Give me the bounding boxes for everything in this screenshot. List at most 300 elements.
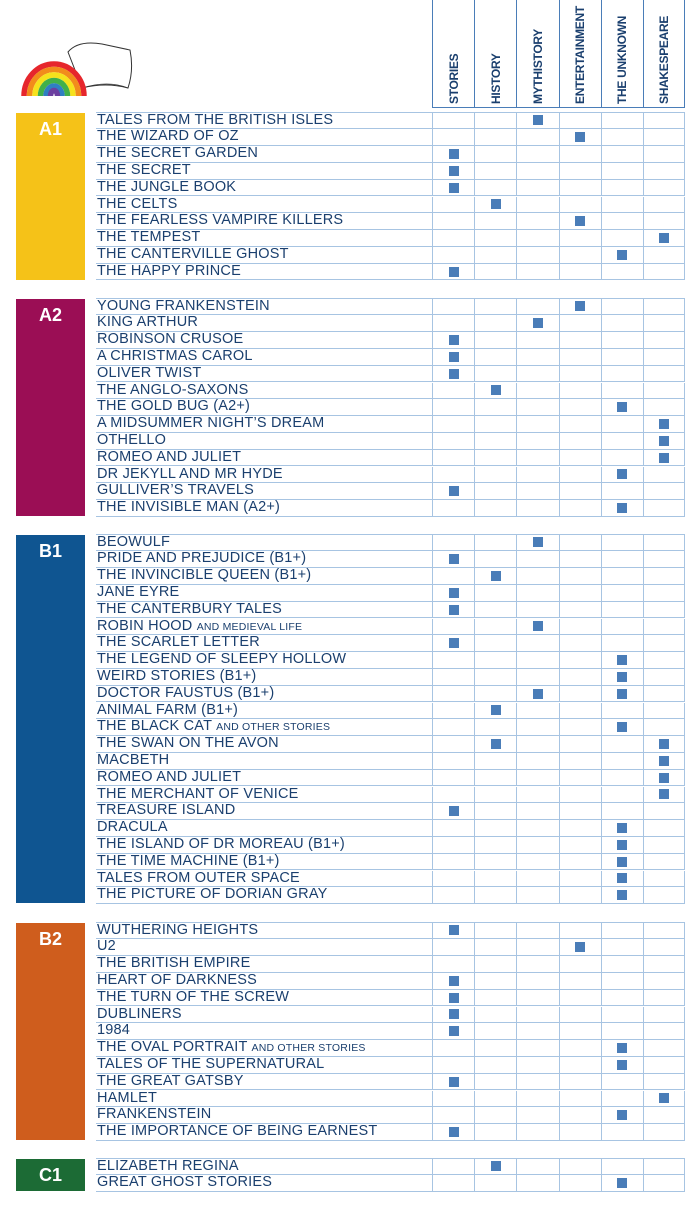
category-cell xyxy=(643,129,685,145)
category-mark xyxy=(533,115,543,125)
level-label: B2 xyxy=(38,928,62,949)
category-cell xyxy=(516,1057,558,1073)
category-cell xyxy=(516,803,558,819)
category-cell xyxy=(432,669,474,685)
book-row xyxy=(96,585,685,602)
category-cell xyxy=(601,129,643,145)
book-title-text: TREASURE ISLAND xyxy=(97,802,236,819)
category-cell xyxy=(516,450,558,466)
category-cell xyxy=(601,180,643,196)
category-cell xyxy=(559,383,601,399)
book-title xyxy=(97,534,170,551)
category-cell xyxy=(601,146,643,162)
category-cell xyxy=(474,939,516,955)
category-cell xyxy=(516,973,558,989)
category-cell xyxy=(601,923,643,939)
category-mark xyxy=(449,166,459,176)
book-title-text: THE GOLD BUG (A2+) xyxy=(97,398,251,415)
category-cell xyxy=(516,433,558,449)
book-row xyxy=(96,163,685,180)
category-cell xyxy=(474,1023,516,1039)
category-cell xyxy=(516,1074,558,1090)
category-cell xyxy=(432,146,474,162)
category-cell xyxy=(474,433,516,449)
category-mark xyxy=(449,1127,459,1137)
category-cell xyxy=(432,483,474,499)
category-cell xyxy=(432,585,474,601)
book-title-text: PRIDE AND PREJUDICE (B1+) xyxy=(97,550,307,567)
book-title xyxy=(97,331,243,348)
category-cell xyxy=(601,467,643,483)
category-cell xyxy=(474,180,516,196)
category-cell xyxy=(643,923,685,939)
column-header-label: ENTERTAINMENT xyxy=(573,6,588,104)
book-title xyxy=(97,922,258,939)
book-row xyxy=(96,500,685,517)
category-cell xyxy=(601,871,643,887)
category-cell xyxy=(559,349,601,365)
category-cell xyxy=(516,753,558,769)
category-cell xyxy=(432,837,474,853)
category-cell xyxy=(559,652,601,668)
category-cell xyxy=(432,1074,474,1090)
category-cell xyxy=(559,264,601,280)
category-cell xyxy=(474,1007,516,1023)
book-title xyxy=(97,989,289,1006)
book-title xyxy=(97,718,330,736)
category-cell xyxy=(559,500,601,516)
book-title xyxy=(97,432,166,449)
category-cell xyxy=(432,315,474,331)
category-cell xyxy=(516,1159,558,1175)
book-row xyxy=(96,635,685,652)
category-mark xyxy=(449,638,459,648)
category-cell xyxy=(474,129,516,145)
category-cell xyxy=(474,1057,516,1073)
book-title-text: ELIZABETH REGINA xyxy=(97,1157,239,1174)
category-cell xyxy=(516,923,558,939)
book-title xyxy=(97,634,260,651)
book-title-text: THE INVISIBLE MAN (A2+) xyxy=(97,499,281,516)
category-cell xyxy=(643,163,685,179)
category-cell xyxy=(643,568,685,584)
book-title xyxy=(97,550,306,567)
category-cell xyxy=(516,416,558,432)
category-cell xyxy=(601,113,643,129)
category-cell xyxy=(559,787,601,803)
category-cell xyxy=(474,887,516,903)
category-cell xyxy=(516,315,558,331)
category-cell xyxy=(516,146,558,162)
category-cell xyxy=(516,619,558,635)
category-mark xyxy=(617,1043,627,1053)
category-cell xyxy=(643,686,685,702)
book-title xyxy=(97,668,256,685)
book-title-text: BEOWULF xyxy=(97,533,171,550)
category-cell xyxy=(643,956,685,972)
category-cell xyxy=(516,736,558,752)
book-title-text: WUTHERING HEIGHTS xyxy=(97,921,259,938)
category-cell xyxy=(516,500,558,516)
book-title xyxy=(97,246,289,263)
category-mark xyxy=(575,942,585,952)
category-mark xyxy=(533,689,543,699)
column-header-the-unknown xyxy=(601,0,643,108)
book-title xyxy=(97,229,200,246)
book-title xyxy=(97,1056,324,1073)
category-cell xyxy=(643,871,685,887)
category-cell xyxy=(601,990,643,1006)
category-cell xyxy=(559,939,601,955)
category-cell xyxy=(474,230,516,246)
book-title xyxy=(97,1006,182,1023)
category-cell xyxy=(474,787,516,803)
book-title-text: THE PICTURE OF DORIAN GRAY xyxy=(97,886,328,903)
category-cell xyxy=(643,1074,685,1090)
category-cell xyxy=(432,803,474,819)
category-cell xyxy=(601,1040,643,1056)
category-cell xyxy=(601,213,643,229)
category-mark xyxy=(449,335,459,345)
category-cell xyxy=(474,299,516,315)
category-cell xyxy=(559,197,601,213)
category-mark xyxy=(617,469,627,479)
category-cell xyxy=(559,585,601,601)
book-row xyxy=(96,719,685,736)
category-cell xyxy=(474,113,516,129)
book-subtitle: AND OTHER STORIES xyxy=(251,1042,366,1055)
column-header-stories xyxy=(432,0,474,108)
category-cell xyxy=(474,551,516,567)
book-row xyxy=(96,922,685,940)
book-row xyxy=(96,534,685,552)
book-title-text: TALES OF THE SUPERNATURAL xyxy=(97,1055,325,1072)
book-row xyxy=(96,467,685,484)
category-cell xyxy=(474,264,516,280)
category-cell xyxy=(643,247,685,263)
book-row xyxy=(96,129,685,146)
category-cell xyxy=(559,923,601,939)
book-title-text: THE CANTERVILLE GHOST xyxy=(97,245,289,262)
book-title-text: TALES FROM THE BRITISH ISLES xyxy=(97,111,334,128)
category-cell xyxy=(601,1124,643,1140)
book-row xyxy=(96,837,685,854)
book-title xyxy=(97,162,191,179)
category-cell xyxy=(643,770,685,786)
category-cell xyxy=(432,939,474,955)
category-cell xyxy=(559,1057,601,1073)
column-header-mythistory xyxy=(516,0,558,108)
category-cell xyxy=(643,719,685,735)
category-mark xyxy=(449,605,459,615)
category-mark xyxy=(617,823,627,833)
level-label: A2 xyxy=(38,304,62,325)
category-mark xyxy=(449,183,459,193)
category-cell xyxy=(559,973,601,989)
category-cell xyxy=(601,1023,643,1039)
category-cell xyxy=(601,551,643,567)
category-cell xyxy=(432,770,474,786)
book-row xyxy=(96,770,685,787)
category-cell xyxy=(516,1091,558,1107)
category-cell xyxy=(643,1175,685,1191)
category-cell xyxy=(643,399,685,415)
book-title-text: THE TIME MACHINE (B1+) xyxy=(97,852,280,869)
book-title xyxy=(97,1090,157,1107)
header-baseline xyxy=(432,107,685,108)
book-title-text: ROBIN HOOD xyxy=(97,617,193,634)
category-cell xyxy=(474,146,516,162)
category-cell xyxy=(643,315,685,331)
category-cell xyxy=(516,299,558,315)
category-cell xyxy=(516,247,558,263)
category-cell xyxy=(643,1124,685,1140)
book-title xyxy=(97,382,248,399)
category-cell xyxy=(474,399,516,415)
column-header-label: STORIES xyxy=(446,53,461,104)
book-row xyxy=(96,686,685,703)
category-cell xyxy=(601,887,643,903)
category-mark xyxy=(617,689,627,699)
category-cell xyxy=(474,703,516,719)
category-cell xyxy=(474,197,516,213)
category-cell xyxy=(474,585,516,601)
category-cell xyxy=(601,535,643,551)
category-cell xyxy=(601,332,643,348)
category-cell xyxy=(559,1040,601,1056)
category-cell xyxy=(516,956,558,972)
category-mark xyxy=(575,301,585,311)
book-title-text: DUBLINERS xyxy=(97,1005,182,1022)
book-title xyxy=(97,802,235,819)
level-label: C1 xyxy=(38,1164,62,1185)
category-cell xyxy=(432,113,474,129)
level-bar-a1 xyxy=(16,113,85,280)
book-row xyxy=(96,1057,685,1074)
book-title-text: THE GREAT GATSBY xyxy=(97,1072,244,1089)
category-cell xyxy=(432,719,474,735)
book-row xyxy=(96,887,685,904)
category-cell xyxy=(474,602,516,618)
category-cell xyxy=(559,1107,601,1123)
category-cell xyxy=(643,736,685,752)
category-cell xyxy=(601,433,643,449)
book-title-text: DRACULA xyxy=(97,819,168,836)
category-mark xyxy=(449,993,459,1003)
category-cell xyxy=(601,585,643,601)
category-cell xyxy=(432,787,474,803)
category-cell xyxy=(432,871,474,887)
category-cell xyxy=(601,1074,643,1090)
category-cell xyxy=(601,652,643,668)
book-title-text: THE MERCHANT OF VENICE xyxy=(97,785,299,802)
book-title-text: THE ANGLO-SAXONS xyxy=(97,381,249,398)
category-mark xyxy=(659,789,669,799)
category-cell xyxy=(474,923,516,939)
category-cell xyxy=(516,213,558,229)
book-title-text: OTHELLO xyxy=(97,431,167,448)
category-cell xyxy=(559,332,601,348)
book-title-text: TALES FROM OUTER SPACE xyxy=(97,869,300,886)
category-cell xyxy=(643,602,685,618)
category-cell xyxy=(559,719,601,735)
category-cell xyxy=(432,416,474,432)
category-cell xyxy=(432,635,474,651)
column-header-entertainment xyxy=(559,0,601,108)
category-cell xyxy=(643,230,685,246)
category-cell xyxy=(601,1107,643,1123)
category-cell xyxy=(601,1175,643,1191)
category-cell xyxy=(474,483,516,499)
category-cell xyxy=(516,1040,558,1056)
category-cell xyxy=(601,349,643,365)
column-header-label: HISTORY xyxy=(488,53,503,104)
category-cell xyxy=(601,416,643,432)
category-cell xyxy=(643,299,685,315)
category-cell xyxy=(432,450,474,466)
book-title xyxy=(97,1106,211,1123)
category-mark xyxy=(491,705,501,715)
category-cell xyxy=(601,247,643,263)
category-cell xyxy=(559,990,601,1006)
category-cell xyxy=(432,854,474,870)
book-title xyxy=(97,263,241,280)
category-mark xyxy=(659,773,669,783)
category-cell xyxy=(474,770,516,786)
category-cell xyxy=(559,703,601,719)
category-cell xyxy=(432,467,474,483)
category-cell xyxy=(474,753,516,769)
book-row xyxy=(96,433,685,450)
category-mark xyxy=(659,453,669,463)
category-cell xyxy=(432,213,474,229)
category-mark xyxy=(659,1093,669,1103)
category-cell xyxy=(516,1007,558,1023)
book-title xyxy=(97,836,345,853)
category-cell xyxy=(559,1091,601,1107)
category-cell xyxy=(432,383,474,399)
category-mark xyxy=(449,267,459,277)
category-cell xyxy=(474,669,516,685)
book-row xyxy=(96,939,685,956)
category-cell xyxy=(516,129,558,145)
book-title-text: THE SECRET xyxy=(97,161,191,178)
book-row xyxy=(96,1040,685,1057)
category-cell xyxy=(601,820,643,836)
book-title-text: A CHRISTMAS CAROL xyxy=(97,347,253,364)
category-cell xyxy=(432,820,474,836)
category-cell xyxy=(601,939,643,955)
category-cell xyxy=(474,1074,516,1090)
category-cell xyxy=(432,129,474,145)
category-cell xyxy=(516,535,558,551)
book-title xyxy=(97,702,238,719)
book-row xyxy=(96,652,685,669)
category-mark xyxy=(449,1009,459,1019)
category-cell xyxy=(559,803,601,819)
category-cell xyxy=(643,939,685,955)
category-cell xyxy=(559,887,601,903)
category-cell xyxy=(516,483,558,499)
book-title-text: THE BLACK CAT xyxy=(97,718,212,735)
book-row xyxy=(96,820,685,837)
category-cell xyxy=(516,703,558,719)
category-cell xyxy=(559,213,601,229)
column-header-label: SHAKESPEARE xyxy=(657,15,672,104)
category-cell xyxy=(474,568,516,584)
book-title xyxy=(97,1073,244,1090)
category-mark xyxy=(533,621,543,631)
category-cell xyxy=(432,180,474,196)
book-title-text: THE INVINCIBLE QUEEN (B1+) xyxy=(97,567,312,584)
category-cell xyxy=(474,686,516,702)
book-row xyxy=(96,568,685,585)
category-cell xyxy=(559,770,601,786)
category-cell xyxy=(474,450,516,466)
category-cell xyxy=(516,837,558,853)
category-cell xyxy=(516,568,558,584)
category-cell xyxy=(643,264,685,280)
category-mark xyxy=(617,1178,627,1188)
category-cell xyxy=(643,197,685,213)
category-cell xyxy=(643,703,685,719)
book-title xyxy=(97,972,257,989)
category-cell xyxy=(601,568,643,584)
category-cell xyxy=(474,1091,516,1107)
category-cell xyxy=(601,803,643,819)
book-title xyxy=(97,179,236,196)
category-cell xyxy=(643,787,685,803)
book-title-text: THE OVAL PORTRAIT xyxy=(97,1039,248,1056)
book-row xyxy=(96,1175,685,1192)
category-cell xyxy=(516,635,558,651)
category-cell xyxy=(516,467,558,483)
book-title xyxy=(97,870,300,887)
category-cell xyxy=(432,619,474,635)
book-title-text: ROMEO AND JULIET xyxy=(97,768,242,785)
category-cell xyxy=(432,703,474,719)
category-cell xyxy=(643,213,685,229)
book-title xyxy=(97,415,324,432)
book-title-text: HEART OF DARKNESS xyxy=(97,971,257,988)
category-cell xyxy=(516,230,558,246)
category-cell xyxy=(516,180,558,196)
category-cell xyxy=(516,871,558,887)
book-title-text: 1984 xyxy=(97,1022,131,1039)
category-cell xyxy=(559,366,601,382)
book-title xyxy=(97,128,239,145)
book-title-text: THE CANTERBURY TALES xyxy=(97,600,283,617)
category-cell xyxy=(516,669,558,685)
category-cell xyxy=(516,719,558,735)
category-cell xyxy=(601,264,643,280)
category-cell xyxy=(643,467,685,483)
category-cell xyxy=(516,349,558,365)
book-title xyxy=(97,365,201,382)
category-cell xyxy=(643,535,685,551)
category-cell xyxy=(601,366,643,382)
category-cell xyxy=(601,483,643,499)
category-mark xyxy=(617,655,627,665)
book-title-text: ROMEO AND JULIET xyxy=(97,448,242,465)
book-title-text: ANIMAL FARM (B1+) xyxy=(97,701,239,718)
category-mark xyxy=(659,436,669,446)
book-title xyxy=(97,685,274,702)
category-cell xyxy=(643,450,685,466)
book-title xyxy=(97,853,280,870)
category-cell xyxy=(601,163,643,179)
category-cell xyxy=(474,635,516,651)
